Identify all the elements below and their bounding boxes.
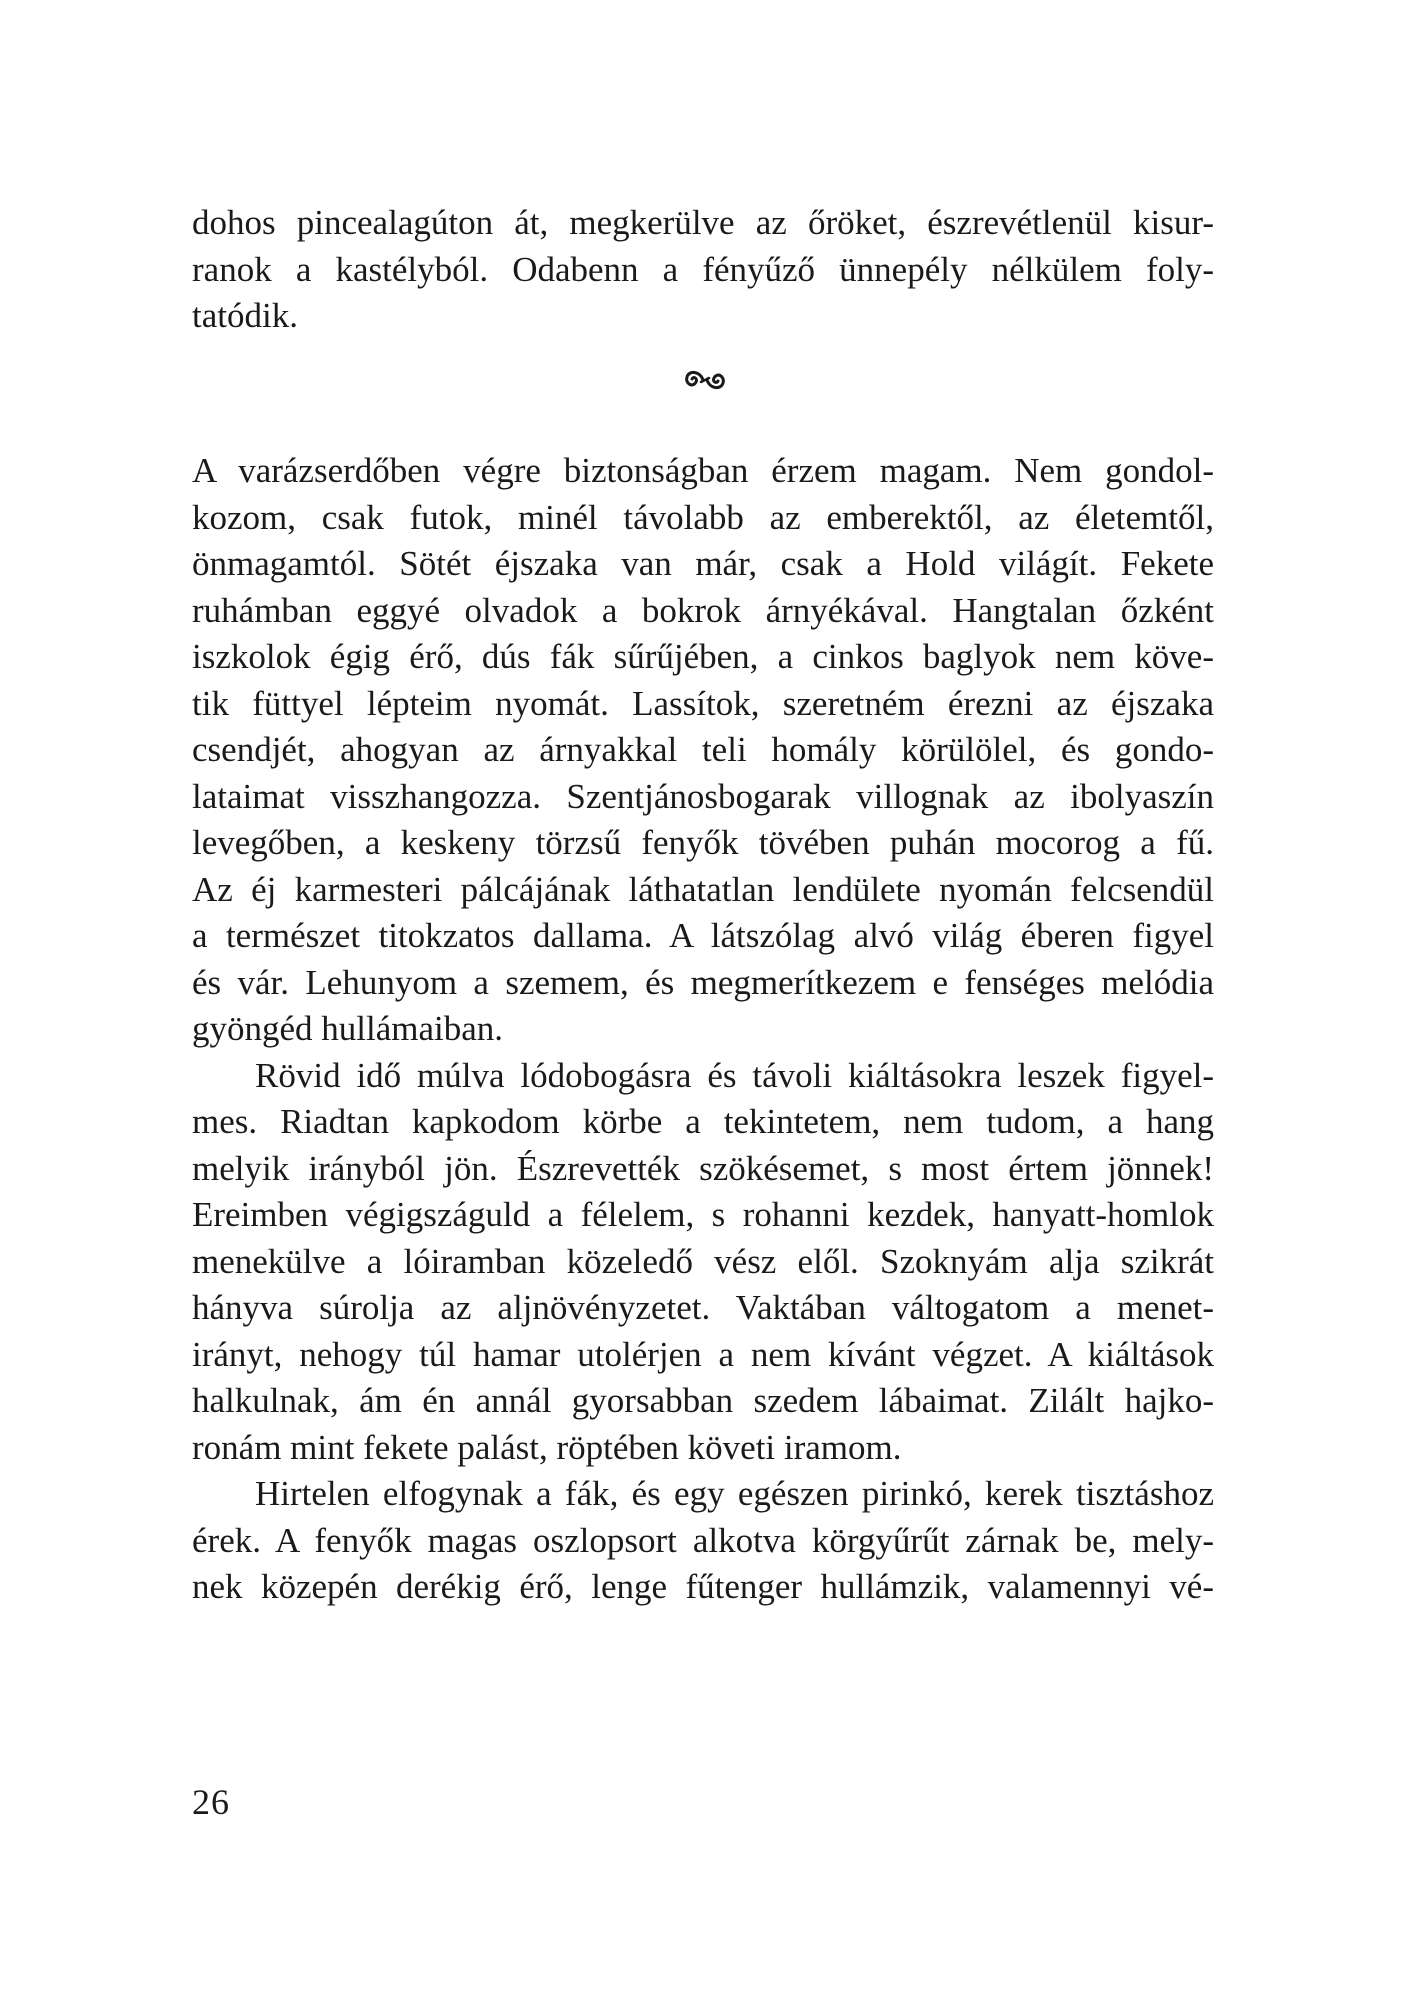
text-line: hányva súrolja az aljnövényzetet. Vaktában váltogatom a menet-	[192, 1288, 1214, 1327]
text-line: ronám mint fekete palást, röptében követi iramom.	[192, 1427, 902, 1467]
text-line: A varázserdőben végre biztonságban érzem magam. Nem gondol-	[192, 451, 1214, 490]
text-line: önmagamtól. Sötét éjszaka van már, csak a Hold világít. Fekete	[192, 544, 1214, 583]
text-line: és vár. Lehunyom a szemem, és megmerítkezem e fenséges melódia	[192, 962, 1214, 1002]
text-line: Hirtelen elfogynak a fák, és egy egészen pirinkó, kerek tisztáshoz	[255, 1474, 1214, 1513]
section-break	[0, 352, 1410, 404]
text-line: érek. A fenyők magas oszlopsort alkotva körgyűrűt zárnak be, mely-	[192, 1520, 1214, 1560]
text-line: gyöngéd hullámaiban.	[192, 1009, 504, 1048]
fleuron-ornament-icon	[683, 359, 727, 396]
text-line: ruhámban eggyé olvadok a bokrok árnyékával. Hangtalan őzként	[192, 590, 1214, 630]
text-line: dohos pincealagúton át, megkerülve az őröket, észrevétlenül kisur-	[192, 203, 1214, 242]
text-line: a természet titokzatos dallama. A látszólag alvó világ éberen figyel	[192, 916, 1214, 955]
text-line: nek közepén derékig érő, lenge fűtenger hullámzik, valamennyi vé-	[192, 1567, 1214, 1606]
text-line: Rövid idő múlva lódobogásra és távoli kiáltásokra leszek figyel-	[255, 1055, 1214, 1095]
text-line: Ereimben végigszáguld a félelem, s rohanni kezdek, hanyatt-homlok	[192, 1195, 1214, 1234]
text-line: kozom, csak futok, minél távolabb az emberektől, az életemtől,	[192, 497, 1214, 537]
text-line: irányt, nehogy túl hamar utolérjen a nem kívánt végzet. A kiáltások	[192, 1334, 1214, 1374]
text-line: tatódik.	[192, 296, 298, 335]
text-line: csendjét, ahogyan az árnyakkal teli homály körülölel, és gondo-	[192, 730, 1214, 769]
text-line: iszkolok égig érő, dús fák sűrűjében, a cinkos baglyok nem köve-	[192, 637, 1214, 676]
main-text	[192, 448, 1214, 1611]
text-line: levegőben, a keskeny törzsű fenyők tövében puhán mocorog a fű.	[192, 823, 1214, 862]
page-number: 26	[192, 1782, 230, 1822]
text-line: ranok a kastélyból. Odabenn a fényűző ünnepély nélkülem foly-	[192, 249, 1214, 289]
text-line: halkulnak, ám én annál gyorsabban szedem lábaimat. Zilált hajko-	[192, 1381, 1214, 1420]
paragraph-continued	[192, 200, 1214, 340]
text-line: mes. Riadtan kapkodom körbe a tekintetem, nem tudom, a hang	[192, 1102, 1214, 1141]
text-line: lataimat visszhangozza. Szentjánosbogarak villognak az ibolyaszín	[192, 776, 1214, 816]
text-line: tik füttyel lépteim nyomát. Lassítok, szeretném érezni az éjszaka	[192, 683, 1214, 723]
text-line: menekülve a lóiramban közeledő vész elől. Szoknyám alja szikrát	[192, 1241, 1214, 1281]
text-line: Az éj karmesteri pálcájának láthatatlan lendülete nyomán felcsendül	[192, 869, 1214, 909]
text-line: melyik irányból jön. Észrevették szökésemet, s most értem jönnek!	[192, 1148, 1214, 1188]
